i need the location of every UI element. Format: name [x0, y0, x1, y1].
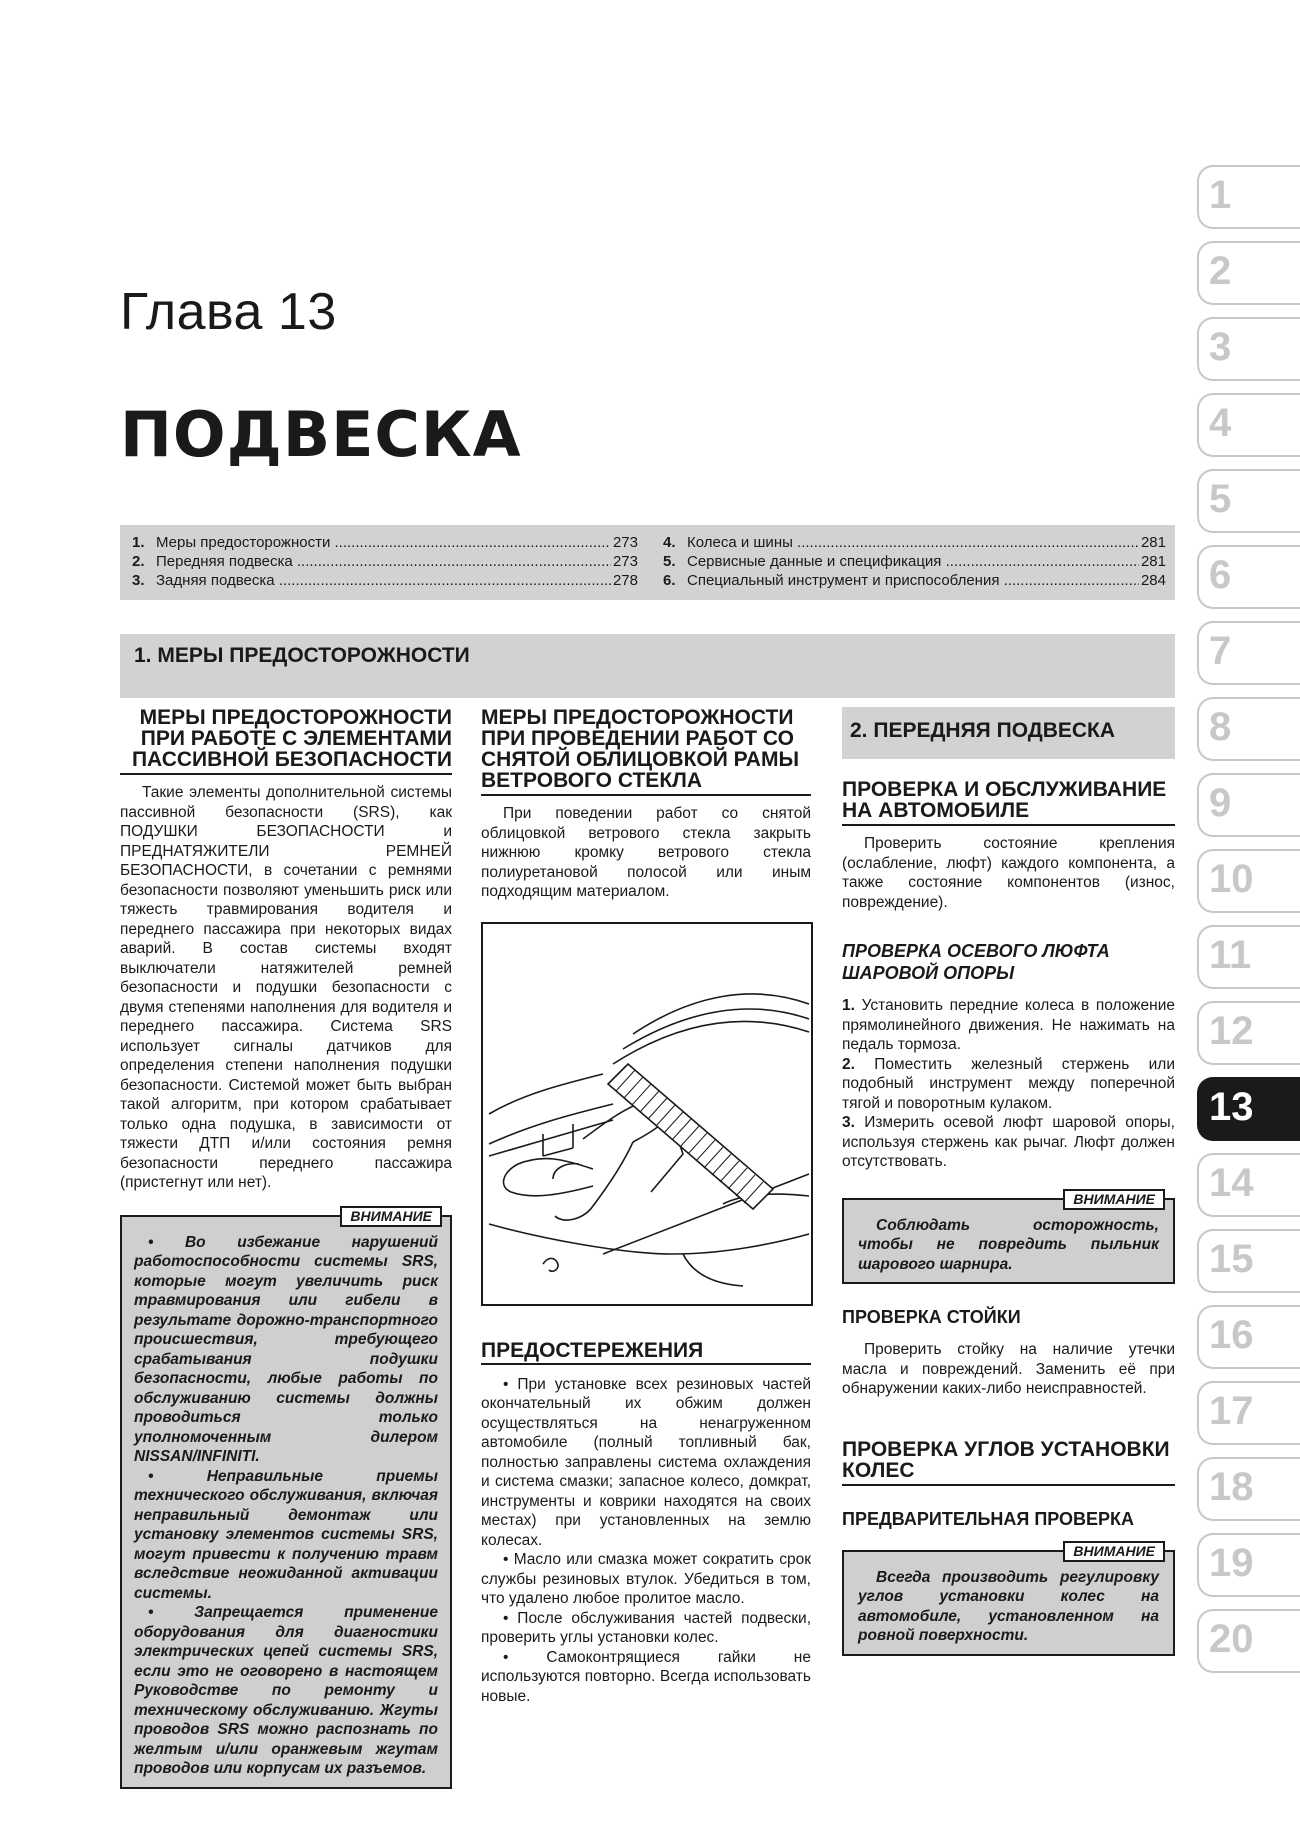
- contents-entry[interactable]: 1. Меры предосторожности ..... 273: [132, 533, 638, 552]
- caution-item: • При установке всех резиновых частей окончательный их обжим должен осуществляться на ненагруженном автомобиле (полный топливный бак, полностью заправлены система охлаждения и система смазки; запасное колесо, домкрат, инструменты и коврики находятся на своих местах) при установленных на землю колесах.: [481, 1375, 811, 1549]
- warning-label: ВНИМАНИЕ: [1063, 1541, 1165, 1562]
- ball-joint-warning-box: [842, 1190, 1175, 1285]
- column-srs-precautions: [120, 707, 452, 1789]
- strut-check-text: Проверить стойку на наличие утечки масла и повреждений. Заменить её при обнаружении каких-либо неисправностей.: [842, 1341, 1175, 1397]
- section-heading-bar: [120, 634, 1175, 698]
- chapter-tab[interactable]: 1: [1197, 165, 1300, 229]
- chapter-tab[interactable]: 7: [1197, 621, 1300, 685]
- on-vehicle-check-heading: ПРОВЕРКА И ОБСЛУЖИВАНИЕ НА АВТОМОБИЛЕ: [842, 779, 1175, 826]
- chapter-label: Глава 13: [120, 283, 337, 341]
- chapter-tab[interactable]: 9: [1197, 773, 1300, 837]
- wheel-alignment-heading: ПРОВЕРКА УГЛОВ УСТАНОВКИ КОЛЕС: [842, 1439, 1175, 1486]
- caution-item: • После обслуживания частей подвески, проверить углы установки колес.: [481, 1609, 811, 1646]
- chapter-tab[interactable]: 10: [1197, 849, 1300, 913]
- contents-entry[interactable]: 6. Специальный инструмент и приспособления ..... 284: [663, 571, 1166, 590]
- section-heading-bar: [842, 707, 1175, 759]
- chapter-tab[interactable]: 20: [1197, 1609, 1300, 1673]
- chapter-tab[interactable]: 17: [1197, 1381, 1300, 1445]
- column-windshield-precautions: [481, 707, 811, 1706]
- contents-right-column: [663, 533, 1166, 590]
- contents-entry[interactable]: 4. Колеса и шины ..... 281: [663, 533, 1166, 552]
- contents-left-column: [132, 533, 638, 590]
- warning-text: Соблюдать осторожность, чтобы не повредить пыльник шарового шарнира.: [858, 1216, 1159, 1273]
- windshield-illustration: [481, 922, 813, 1306]
- chapter-title: ПОДВЕСКА: [120, 398, 522, 471]
- windshield-drawing: [483, 924, 811, 1304]
- warning-item: • Неправильные приемы технического обслуживания, включая неправильный демонтаж или установку элементов системы SRS, могут привести к получению травм вследствие неожиданной активации системы.: [134, 1467, 438, 1602]
- contents-entry[interactable]: 5. Сервисные данные и спецификация ..... 281: [663, 552, 1166, 571]
- preliminary-check-heading: ПРЕДВАРИТЕЛЬНАЯ ПРОВЕРКА: [842, 1508, 1135, 1529]
- chapter-tab[interactable]: 6: [1197, 545, 1300, 609]
- section-title: 2. ПЕРЕДНЯЯ ПОДВЕСКА: [850, 719, 1116, 742]
- section-title: 1. МЕРЫ ПРЕДОСТОРОЖНОСТИ: [134, 644, 470, 667]
- chapter-contents: [120, 525, 1175, 600]
- procedure-step: 1. Установить передние колеса в положение прямолинейного движения. Не нажимать на педаль тормоза.: [842, 997, 1175, 1053]
- warning-item: • Запрещается применение оборудования для диагностики электрических цепей системы SRS, если это не оговорено в настоящем Руководстве по ремонту и техническому обслуживанию. Жгуты проводов SRS можно распознать по желтым и/или оранжевым жгутам проводов или корпусам их разъемов.: [134, 1604, 438, 1777]
- windshield-body-text: При поведении работ со снятой облицовкой ветрового стекла закрыть нижнюю кромку ветрового стекла полиуретановой полосой или иным подходящим материалом.: [481, 805, 811, 900]
- chapter-tab[interactable]: 19: [1197, 1533, 1300, 1597]
- chapter-tab[interactable]: 14: [1197, 1153, 1300, 1217]
- contents-entry[interactable]: 2. Передняя подвеска ..... 273: [132, 552, 638, 571]
- alignment-warning-box: [842, 1542, 1175, 1656]
- ball-joint-heading: ПРОВЕРКА ОСЕВОГО ЛЮФТА ШАРОВОЙ ОПОРЫ: [842, 941, 1110, 983]
- chapter-tab[interactable]: 4: [1197, 393, 1300, 457]
- caution-item: • Масло или смазка может сократить срок службы резиновых втулок. Убедиться в том, что удалено любое пролитое масло.: [481, 1551, 811, 1607]
- procedure-step: 3. Измерить осевой люфт шаровой опоры, используя стержень как рычаг. Люфт должен отсутствовать.: [842, 1114, 1175, 1170]
- chapter-tab[interactable]: 18: [1197, 1457, 1300, 1521]
- srs-warning-box: [120, 1207, 452, 1789]
- on-vehicle-check-text: Проверить состояние крепления (ослабление, люфт) каждого компонента, а также состояние компонентов (износ, повреждение).: [842, 835, 1175, 911]
- chapter-tab-active[interactable]: 13: [1197, 1077, 1300, 1141]
- column-front-suspension: [842, 707, 1175, 1656]
- chapter-tab[interactable]: 12: [1197, 1001, 1300, 1065]
- chapter-tab[interactable]: 3: [1197, 317, 1300, 381]
- strut-check-heading: ПРОВЕРКА СТОЙКИ: [842, 1307, 1021, 1327]
- warning-text: Всегда производить регулировку углов установки колес на автомобиле, установленном на ровной поверхности.: [858, 1568, 1159, 1644]
- chapter-tab[interactable]: 15: [1197, 1229, 1300, 1293]
- warning-item: • Во избежание нарушений работоспособности системы SRS, которые могут увеличить риск травмирования или гибели в результате дорожно-транспортного происшествия, требующего срабатывания подушки безопасности, любые работы по обслуживанию системы должны проводиться только уполномоченным дилером NISSAN/INFINITI.: [134, 1233, 438, 1465]
- chapter-tab[interactable]: 2: [1197, 241, 1300, 305]
- procedure-step: 2. Поместить железный стержень или подобный инструмент между поперечной тягой и поворотным кулаком.: [842, 1055, 1175, 1112]
- chapter-tab[interactable]: 11: [1197, 925, 1300, 989]
- caution-item: • Самоконтрящиеся гайки не используются повторно. Всегда использовать новые.: [481, 1648, 811, 1705]
- windshield-heading: МЕРЫ ПРЕДОСТОРОЖНОСТИ ПРИ ПРОВЕДЕНИИ РАБОТ СО СНЯТОЙ ОБЛИЦОВКОЙ РАМЫ ВЕТРОВОГО СТЕКЛА: [481, 707, 811, 796]
- warning-label: ВНИМАНИЕ: [1063, 1189, 1165, 1210]
- cautions-heading: ПРЕДОСТЕРЕЖЕНИЯ: [481, 1340, 811, 1365]
- chapter-tab[interactable]: 5: [1197, 469, 1300, 533]
- srs-body-text: Такие элементы дополнительной системы пассивной безопасности (SRS), как ПОДУШКИ БЕЗОПАСНОСТИ и ПРЕДНАТЯЖИТЕЛИ РЕМНЕЙ БЕЗОПАСНОСТИ, в сочетании с ремнями безопасности позволяют уменьшить риск или тяжесть травмирования водителя и переднего пассажира при некоторых видах аварий. В состав системы входят выключатели натяжителей ремней безопасности и подушки безопасности с двумя степенями наполнения для водителя и переднего пассажира. Система SRS использует сигналы датчиков для определения степени наполнения подушки безопасности. Системой может быть выбран такой алгоритм, при котором срабатывает только одна подушка, в зависимости от тяжести ДТП и/или состояния ремня безопасности переднего пассажира (пристегнут или нет).: [120, 784, 452, 1191]
- contents-entry[interactable]: 3. Задняя подвеска ..... 278: [132, 571, 638, 590]
- srs-heading: МЕРЫ ПРЕДОСТОРОЖНОСТИ ПРИ РАБОТЕ С ЭЛЕМЕНТАМИ ПАССИВНОЙ БЕЗОПАСНОСТИ: [120, 707, 452, 775]
- chapter-tab[interactable]: 16: [1197, 1305, 1300, 1369]
- chapter-tab[interactable]: 8: [1197, 697, 1300, 761]
- warning-label: ВНИМАНИЕ: [340, 1206, 442, 1227]
